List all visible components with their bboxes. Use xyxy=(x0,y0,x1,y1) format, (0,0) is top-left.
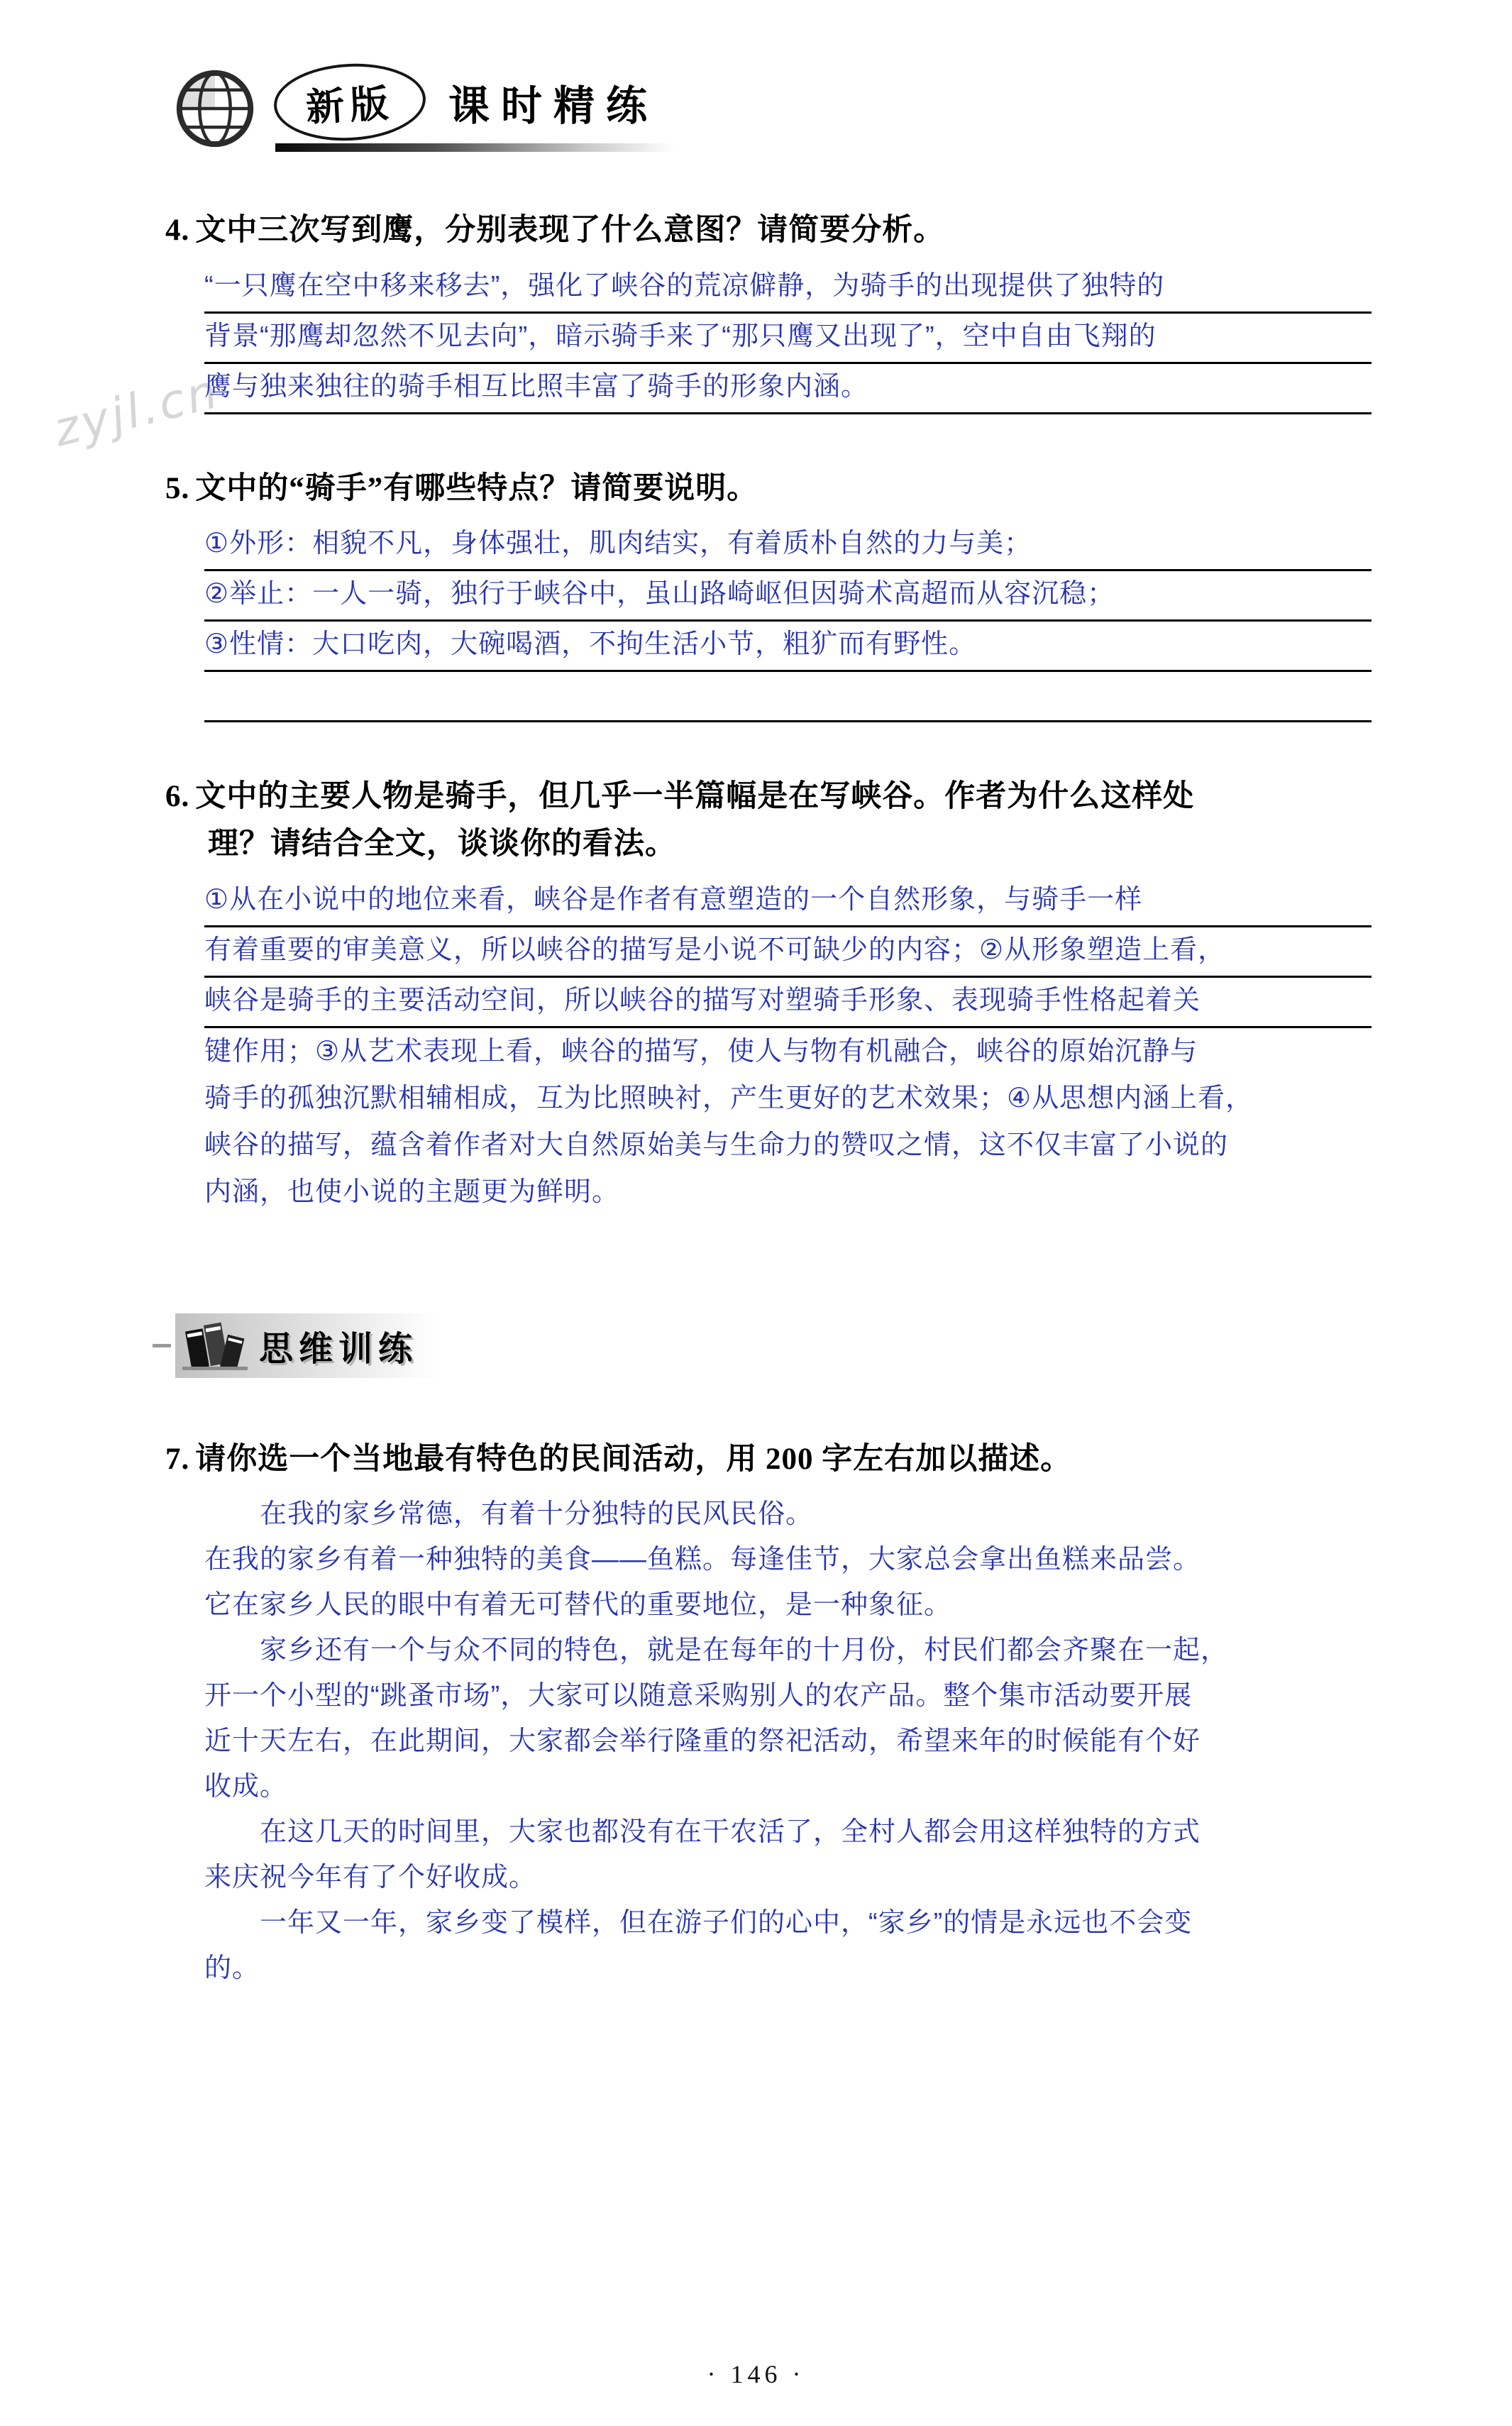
answer-line: 收成。 xyxy=(204,1772,288,1802)
answer-line: ②举止：一人一骑，独行于峡谷中，虽山路崎岖但因骑术高超而从容沉稳； xyxy=(204,571,1372,622)
answer-line: 峡谷的描写，蕴含着作者对大自然原始美与生命力的赞叹之情，这不仅丰富了小说的 xyxy=(204,1130,1229,1160)
answer-rule-line xyxy=(204,672,1372,722)
answer-line: 峡谷是骑手的主要活动空间，所以峡谷的描写对塑骑手形象、表现骑手性格起着关 xyxy=(204,978,1372,1028)
question-6-heading xyxy=(165,773,1372,821)
question-7 xyxy=(165,1436,1372,1992)
answer-line: 开一个小型的“跳蚤市场”，大家可以随意采购别人的农产品。整个集市活动要开展 xyxy=(204,1681,1193,1711)
question-6-number: 6. xyxy=(165,780,190,814)
question-6-answers xyxy=(204,877,1372,1215)
answer-line: 来庆祝今年有了个好收成。 xyxy=(204,1863,537,1893)
answer-line: ①外形：相貌不凡，身体强壮，肌肉结实，有着质朴自然的力与美； xyxy=(204,521,1372,571)
question-7-answers xyxy=(204,1492,1372,1991)
answer-line: 有着重要的审美意义，所以峡谷的描写是小说不可缺少的内容；②从形象塑造上看， xyxy=(204,927,1372,978)
globe-logo-icon xyxy=(175,68,255,153)
question-4-text: 文中三次写到鹰，分别表现了什么意图？请简要分析。 xyxy=(195,214,945,247)
watermark: zyjl.cn xyxy=(48,363,226,458)
question-6-text-line2: 理？请结合全文，谈谈你的看法。 xyxy=(208,827,676,861)
answer-line: “一只鹰在空中移来移去”，强化了峡谷的荒凉僻静，为骑手的出现提供了独特的 xyxy=(204,263,1372,314)
question-5-number: 5. xyxy=(165,471,190,505)
question-6-text-line1: 文中的主要人物是骑手，但几乎一半篇幅是在写峡谷。作者为什么这样处 xyxy=(195,780,1195,814)
answer-line: 骑手的孤独沉默相辅相成，互为比照映衬，产生更好的艺术效果；④从思想内涵上看， xyxy=(204,1083,1254,1113)
books-icon xyxy=(181,1316,249,1375)
page-number: · 146 · xyxy=(707,2360,805,2388)
question-4 xyxy=(165,207,1372,414)
question-5 xyxy=(165,465,1372,723)
question-5-text: 文中的“骑手”有哪些特点？请简要说明。 xyxy=(195,471,758,505)
question-4-answers xyxy=(204,263,1372,414)
page-content xyxy=(165,207,1372,1991)
section-strip xyxy=(175,1313,468,1378)
question-7-heading xyxy=(165,1436,1372,1484)
question-5-heading xyxy=(165,465,1372,513)
answer-line: 背景“那鹰却忽然不见去向”，暗示骑手来了“那只鹰又出现了”，空中自由飞翔的 xyxy=(204,314,1372,364)
question-5-answers xyxy=(204,521,1372,722)
question-4-heading xyxy=(165,207,1372,255)
answer-line: 键作用；③从艺术表现上看，峡谷的描写，使人与物有机融合，峡谷的原始沉静与 xyxy=(204,1036,1198,1066)
section-thinking-training xyxy=(153,1313,1372,1378)
answer-line: 家乡还有一个与众不同的特色，就是在每年的十月份，村民们都会齐聚在一起， xyxy=(204,1636,1229,1666)
answer-line: 内涵，也使小说的主题更为鲜明。 xyxy=(204,1176,620,1207)
question-7-number: 7. xyxy=(165,1442,190,1476)
page-header xyxy=(175,62,714,169)
section-title: 思维训练 xyxy=(259,1330,419,1368)
answer-line: 在我的家乡常德，有着十分独特的民风民俗。 xyxy=(204,1499,814,1530)
answer-line: ①从在小说中的地位来看，峡谷是作者有意塑造的一个自然形象，与骑手一样 xyxy=(204,877,1372,927)
question-7-text: 请你选一个当地最有特色的民间活动，用 200 字左右加以描述。 xyxy=(195,1442,1072,1476)
answer-line: 它在家乡人民的眼中有着无可替代的重要地位，是一种象征。 xyxy=(204,1590,952,1621)
answer-line: 在这几天的时间里，大家也都没有在干农活了，全村人都会用这样独特的方式 xyxy=(204,1817,1201,1848)
edition-badge-label: 新版 xyxy=(304,82,395,129)
edition-badge xyxy=(272,60,427,144)
answer-line: ③性情：大口吃肉，大碗喝酒，不拘生活小节，粗犷而有野性。 xyxy=(204,622,1372,672)
series-title: 课时精练 xyxy=(448,83,659,129)
answer-line: 的。 xyxy=(204,1953,260,1984)
answer-line: 鹰与独来独往的骑手相互比照丰富了骑手的形象内涵。 xyxy=(204,364,1372,414)
answer-line: 一年又一年，家乡变了模样，但在游子们的心中，“家乡”的情是永远也不会变 xyxy=(204,1908,1193,1939)
question-6 xyxy=(165,773,1372,1215)
section-left-dash xyxy=(153,1344,171,1347)
header-underline-bar xyxy=(275,143,674,152)
question-4-number: 4. xyxy=(165,214,190,247)
answer-line: 近十天左右，在此期间，大家都会举行隆重的祭祀活动，希望来年的时候能有个好 xyxy=(204,1726,1201,1757)
answer-line: 在我的家乡有着一种独特的美食——鱼糕。每逢佳节，大家总会拿出鱼糕来品尝。 xyxy=(204,1545,1201,1575)
